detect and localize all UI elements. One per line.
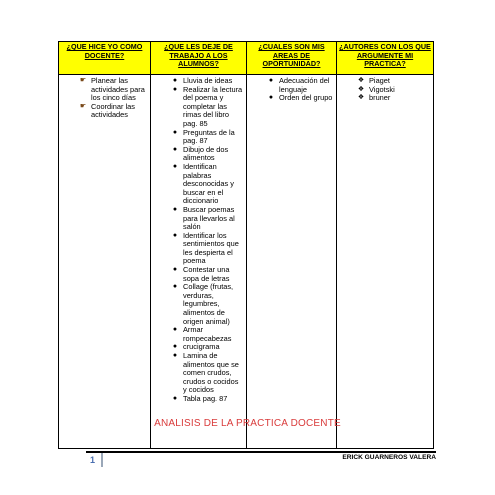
opportunity-areas-list <box>247 75 336 103</box>
page-footer <box>86 451 436 467</box>
list-item: ● Identificar los sentimientos que les despierta el poema <box>151 232 244 266</box>
page-number-divider <box>101 453 103 467</box>
bullet-dot-icon: ● <box>172 85 178 93</box>
bullet-dot-icon: ● <box>172 394 178 402</box>
hand-pointer-icon: ☛ <box>79 102 87 110</box>
list-item: ☛ Planear las actividades para los cinco días <box>79 76 145 103</box>
list-item: ❖ Piaget <box>357 76 390 85</box>
header-opportunity-areas: ¿CUALES SON MIS AREAS DE OPORTUNIDAD? <box>247 42 337 75</box>
list-item: ● Preguntas de la pag. 87 <box>151 129 244 146</box>
list-item: ● Contestar una sopa de letras <box>151 266 244 283</box>
list-item: ● Identifican palabras desconocidas y buscar en el diccionario <box>151 163 244 206</box>
list-item: ● Lamina de alimentos que se comen crudos, crudos o cocidos y cocidos <box>151 352 244 395</box>
bullet-dot-icon: ● <box>172 266 178 274</box>
bullet-dot-icon: ● <box>268 77 274 84</box>
list-item: ● Dibujo de dos alimentos <box>151 146 244 163</box>
list-item: ● Tabla pag. 87 <box>151 395 244 404</box>
cell-student-work <box>151 75 247 449</box>
header-authors: ¿AUTORES CON LOS QUE ARGUMENTE MI PRACTICA? <box>337 42 434 75</box>
bullet-dot-icon: ● <box>172 77 178 84</box>
list-item: ● Lluvia de ideas <box>151 77 244 86</box>
list-item: ❖ Vigotski <box>357 84 395 94</box>
authors-list <box>337 75 433 103</box>
list-item: ❖ bruner <box>357 93 391 103</box>
list-item: ● Adecuación del lenguaje <box>247 77 334 94</box>
bullet-dot-icon: ● <box>172 352 178 359</box>
diamond-bullet-icon: ❖ <box>357 77 365 84</box>
bullet-dot-icon: ● <box>172 231 178 239</box>
author-name: ERICK GUARNEROS VALERA <box>342 454 436 461</box>
document-caption: ANALISIS DE LA PRACTICA DOCENTE <box>154 418 341 429</box>
list-item: ● Armar rompecabezas <box>151 326 244 343</box>
bullet-dot-icon: ● <box>268 94 274 102</box>
bullet-dot-icon: ● <box>172 326 178 334</box>
bullet-dot-icon: ● <box>172 343 178 351</box>
hand-pointer-icon: ☛ <box>79 77 87 84</box>
list-item: ● Orden del grupo <box>247 94 334 103</box>
bullet-dot-icon: ● <box>172 128 178 136</box>
teacher-actions-list <box>59 75 150 120</box>
list-item: ● Buscar poemas para llevarlos al salón <box>151 206 244 232</box>
page-number: 1 <box>90 455 96 465</box>
body-row <box>59 75 434 449</box>
diamond-bullet-icon: ❖ <box>357 94 365 102</box>
cell-opportunity-areas <box>247 75 337 449</box>
header-work-left: ¿QUE LES DEJE DE TRABAJO A LOS ALUMNOS? <box>151 42 247 75</box>
list-item: ● crucigrama <box>151 343 244 352</box>
bullet-dot-icon: ● <box>172 283 178 291</box>
bullet-dot-icon: ● <box>172 162 178 170</box>
list-item: ● Collage (frutas, verduras, legumbres, alimentos de origen animal) <box>151 283 244 326</box>
cell-authors <box>337 75 434 449</box>
cell-teacher-actions <box>59 75 151 449</box>
list-item: ☛ Coordinar las actividades <box>79 101 135 120</box>
student-work-list <box>151 75 246 404</box>
diamond-bullet-icon: ❖ <box>357 85 365 93</box>
bullet-dot-icon: ● <box>172 205 178 213</box>
header-what-i-did: ¿QUE HICE YO COMO DOCENTE? <box>59 42 151 75</box>
header-row <box>59 42 434 75</box>
bullet-dot-icon: ● <box>172 145 178 153</box>
list-item: ● Realizar la lectura del poema y completar las rimas del libro pag. 85 <box>151 86 244 129</box>
practice-analysis-table <box>58 41 434 449</box>
